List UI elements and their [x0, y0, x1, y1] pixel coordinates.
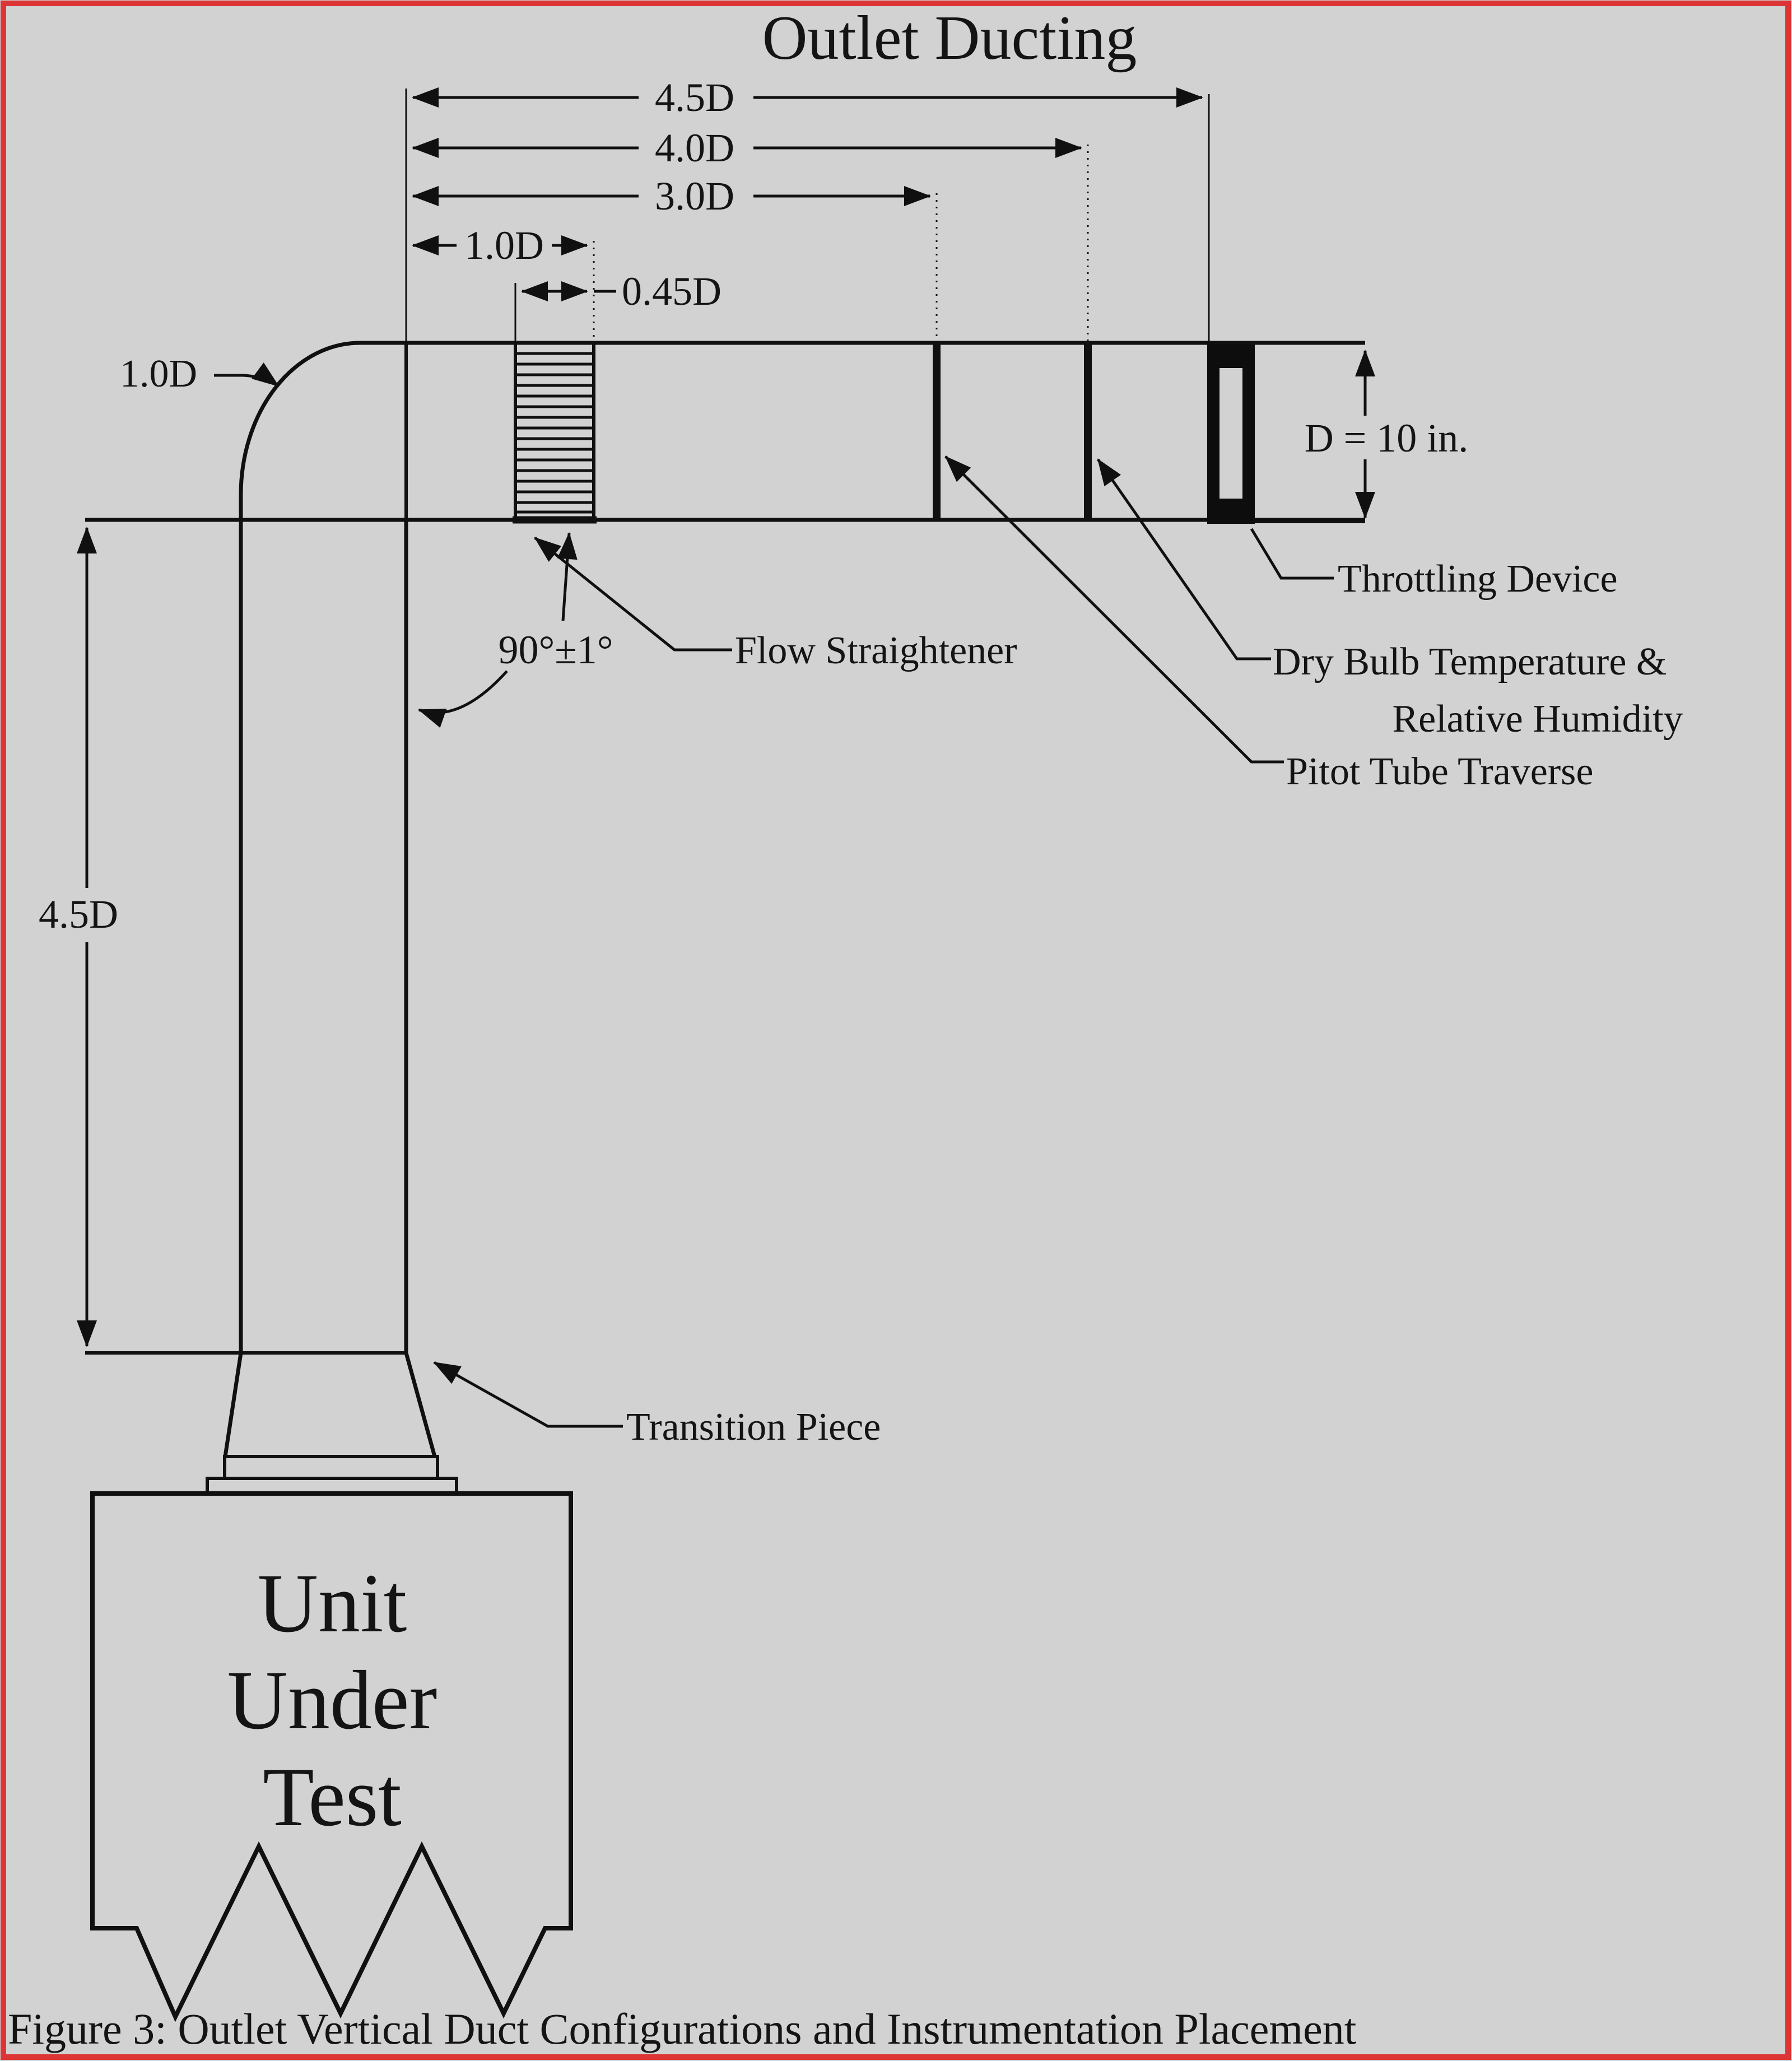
- throttling-device: [1207, 345, 1255, 524]
- diagram-title: Outlet Ducting: [762, 3, 1137, 73]
- figure-caption: Figure 3: Outlet Vertical Duct Configurations and Instrumentation Placement: [8, 2004, 1357, 2053]
- pitot-tube-label: Pitot Tube Traverse: [1286, 750, 1594, 793]
- transition-piece: [207, 1353, 457, 1494]
- flow-straightener-label: Flow Straightener: [735, 629, 1017, 672]
- unit-under-test-line1: Unit: [257, 1557, 407, 1650]
- dim-duct-diameter: D = 10 in.: [1304, 416, 1469, 460]
- elbow-radius-leader: [214, 375, 278, 386]
- flow-straightener: [515, 343, 594, 520]
- dry-bulb-label-line1: Dry Bulb Temperature &: [1273, 640, 1667, 683]
- dim-4p5d-top: 4.5D: [655, 75, 734, 120]
- dim-3p0d-top: 3.0D: [655, 174, 734, 218]
- unit-under-test-line3: Test: [263, 1751, 402, 1844]
- dry-bulb-label-line2: Relative Humidity: [1392, 697, 1683, 741]
- angle-arc: [419, 671, 507, 713]
- dim-1p0d-top: 1.0D: [464, 223, 544, 268]
- dim-4p0d-top: 4.0D: [655, 125, 734, 170]
- flow-straightener-hatch: [516, 353, 593, 512]
- red-frame: [3, 3, 1788, 2057]
- dim-elbow-radius: 1.0D: [119, 352, 198, 396]
- angle-leader-vertical: [563, 533, 569, 621]
- dim-0p45d: 0.45D: [622, 269, 722, 314]
- throttling-device-leader: [1251, 529, 1334, 578]
- throttling-device-label: Throttling Device: [1338, 557, 1618, 601]
- dim-elbow-angle: 90°±1°: [498, 627, 613, 672]
- transition-piece-leader: [434, 1362, 623, 1426]
- elbow-outer-curve: [241, 343, 360, 495]
- unit-under-test-line2: Under: [227, 1654, 437, 1747]
- transition-piece-label: Transition Piece: [626, 1406, 881, 1449]
- dim-4p5d-vertical: 4.5D: [39, 892, 118, 937]
